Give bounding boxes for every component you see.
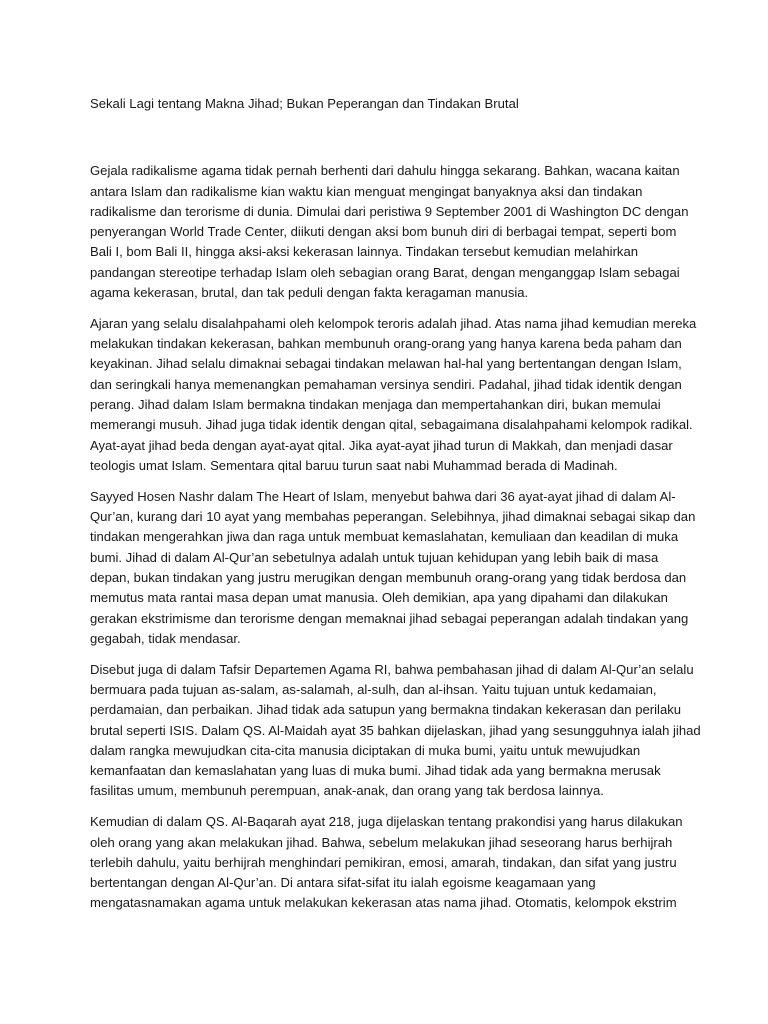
paragraph-line: memutus mata rantai masa depan umat manusia. Oleh demikian, apa yang dipahami dan dilakukan	[90, 590, 668, 606]
paragraph-line: Gejala radikalisme agama tidak pernah berhenti dari dahulu hingga sekarang. Bahkan, wacana kaitan	[90, 163, 680, 179]
paragraph	[90, 812, 690, 913]
paragraph-line: perang. Jihad dalam Islam bermakna tindakan menjaga dan mempertahankan diri, bukan memulai	[90, 397, 661, 413]
paragraph-line: bumi. Jihad di dalam Al-Qur’an sebetulnya adalah untuk tujuan kehidupan yang lebih baik di masa	[90, 549, 659, 565]
paragraph-line: dalam rangka mewujudkan cita-cita manusia diciptakan di muka bumi, yaitu untuk mewujudkan	[90, 742, 641, 758]
paragraph	[90, 161, 690, 303]
paragraph-line: Sayyed Hosen Nashr dalam The Heart of Islam, menyebut bahwa dari 36 ayat-ayat jihad di dalam Al-	[90, 488, 676, 504]
paragraph-line: memerangi musuh. Jihad juga tidak identik dengan qital, sebagaimana disalahpahami kelompok radikal.	[90, 417, 693, 433]
paragraph-list	[90, 161, 701, 913]
paragraph-line: depan, bukan tindakan yang justru merugikan dengan membunuh orang-orang yang tidak berdosa dan	[90, 569, 687, 585]
paragraph-line: Kemudian di dalam QS. Al-Baqarah ayat 218, juga dijelaskan tentang prakondisi yang harus dilakukan	[90, 814, 683, 830]
document-title: Sekali Lagi tentang Makna Jihad; Bukan Peperangan dan Tindakan Brutal	[90, 96, 519, 111]
paragraph	[90, 660, 701, 802]
paragraph-line: dan seringkali hanya memenangkan pemahaman versinya sendiri. Padahal, jihad tidak identik dengan	[90, 376, 682, 392]
paragraph-line: Bali I, bom Bali II, hingga aksi-aksi kekerasan lainnya. Tindakan tersebut kemudian melahirkan	[90, 244, 639, 260]
paragraph-line: Qur’an, kurang dari 10 ayat yang membahas peperangan. Selebihnya, jihad dimaknai sebagai sikap dan	[90, 509, 696, 525]
paragraph-line: teologis umat Islam. Sementara qital baruu turun saat nabi Muhammad berada di Madinah.	[90, 457, 618, 473]
paragraph-line: bermuara pada tujuan as-salam, as-salamah, al-sulh, dan al-ihsan. Yaitu tujuan untuk kedamaian,	[90, 681, 657, 697]
paragraph-line: Ajaran yang selalu disalahpahami oleh kelompok teroris adalah jihad. Atas nama jihad kemudian mereka	[90, 315, 697, 331]
paragraph-line: pandangan stereotipe terhadap Islam oleh sebagian orang Barat, dengan menganggap Islam sebagai	[90, 264, 680, 280]
paragraph-line: fasilitas umum, membunuh perempuan, anak-anak, dan orang yang tak berdosa lainnya.	[90, 783, 604, 799]
paragraph-line: penyerangan World Trade Center, diikuti dengan aksi bom bunuh diri di berbagai tempat, seperti bom	[90, 224, 677, 240]
paragraph-line: terlebih dahulu, yaitu berhijrah menghindari pemikiran, emosi, amarah, tindakan, dan sifat yang justru	[90, 854, 677, 870]
paragraph-line: brutal seperti ISIS. Dalam QS. Al-Maidah ayat 35 bahkan dijelaskan, jihad yang sesungguhnya ialah jihad	[90, 722, 701, 738]
document-body	[90, 94, 701, 924]
paragraph-line: tindakan mengerahkan jiwa dan raga untuk membuat kemaslahatan, kemuliaan dan keadilan di muka	[90, 529, 679, 545]
paragraph-line: Disebut juga di dalam Tafsir Departemen Agama RI, bahwa pembahasan jihad di dalam Al-Qur’an selalu	[90, 661, 694, 677]
paragraph-line: melakukan tindakan kekerasan, bahkan membunuh orang-orang yang hanya karena beda paham dan	[90, 336, 682, 352]
paragraph-line: keyakinan. Jihad selalu dimaknai sebagai tindakan melawan hal-hal yang bertentangan dengan Islam,	[90, 356, 682, 372]
paragraph-line: gegabah, tidak mendasar.	[90, 630, 241, 646]
paragraph	[90, 487, 696, 649]
paragraph-line: antara Islam dan radikalisme kian waktu kian menguat mengingat banyaknya aksi dan tindakan	[90, 183, 643, 199]
paragraph-line: kemanfaatan dan kemaslahatan yang luas di muka bumi. Jihad tidak ada yang bermakna merusak	[90, 763, 661, 779]
paragraph-line: mengatasnamakan agama untuk melakukan kekerasan atas nama jihad. Otomatis, kelompok ekstrim	[90, 895, 677, 911]
paragraph-line: Ayat-ayat jihad beda dengan ayat-ayat qital. Jika ayat-ayat jihad turun di Makkah, dan menjadi dasar	[90, 437, 673, 453]
paragraph-line: bertentangan dengan Al-Qur’an. Di antara sifat-sifat itu ialah egoisme keagamaan yang	[90, 875, 596, 891]
paragraph-line: perdamaian, dan perbaikan. Jihad tidak ada satupun yang bermakna tindakan kekerasan dan perilaku	[90, 702, 682, 718]
paragraph-line: agama kekerasan, brutal, dan tak peduli dengan fakta keragaman manusia.	[90, 285, 529, 301]
paragraph	[90, 314, 697, 476]
paragraph-line: gerakan ekstrimisme dan terorisme dengan memaknai jihad sebagai peperangan adalah tindakan yang	[90, 610, 689, 626]
paragraph-line: oleh orang yang akan melakukan jihad. Bahwa, sebelum melakukan jihad seseorang harus berhijrah	[90, 834, 673, 850]
paragraph-line: radikalisme dan terorisme di dunia. Dimulai dari peristiwa 9 September 2001 di Washington DC dengan	[90, 203, 689, 219]
